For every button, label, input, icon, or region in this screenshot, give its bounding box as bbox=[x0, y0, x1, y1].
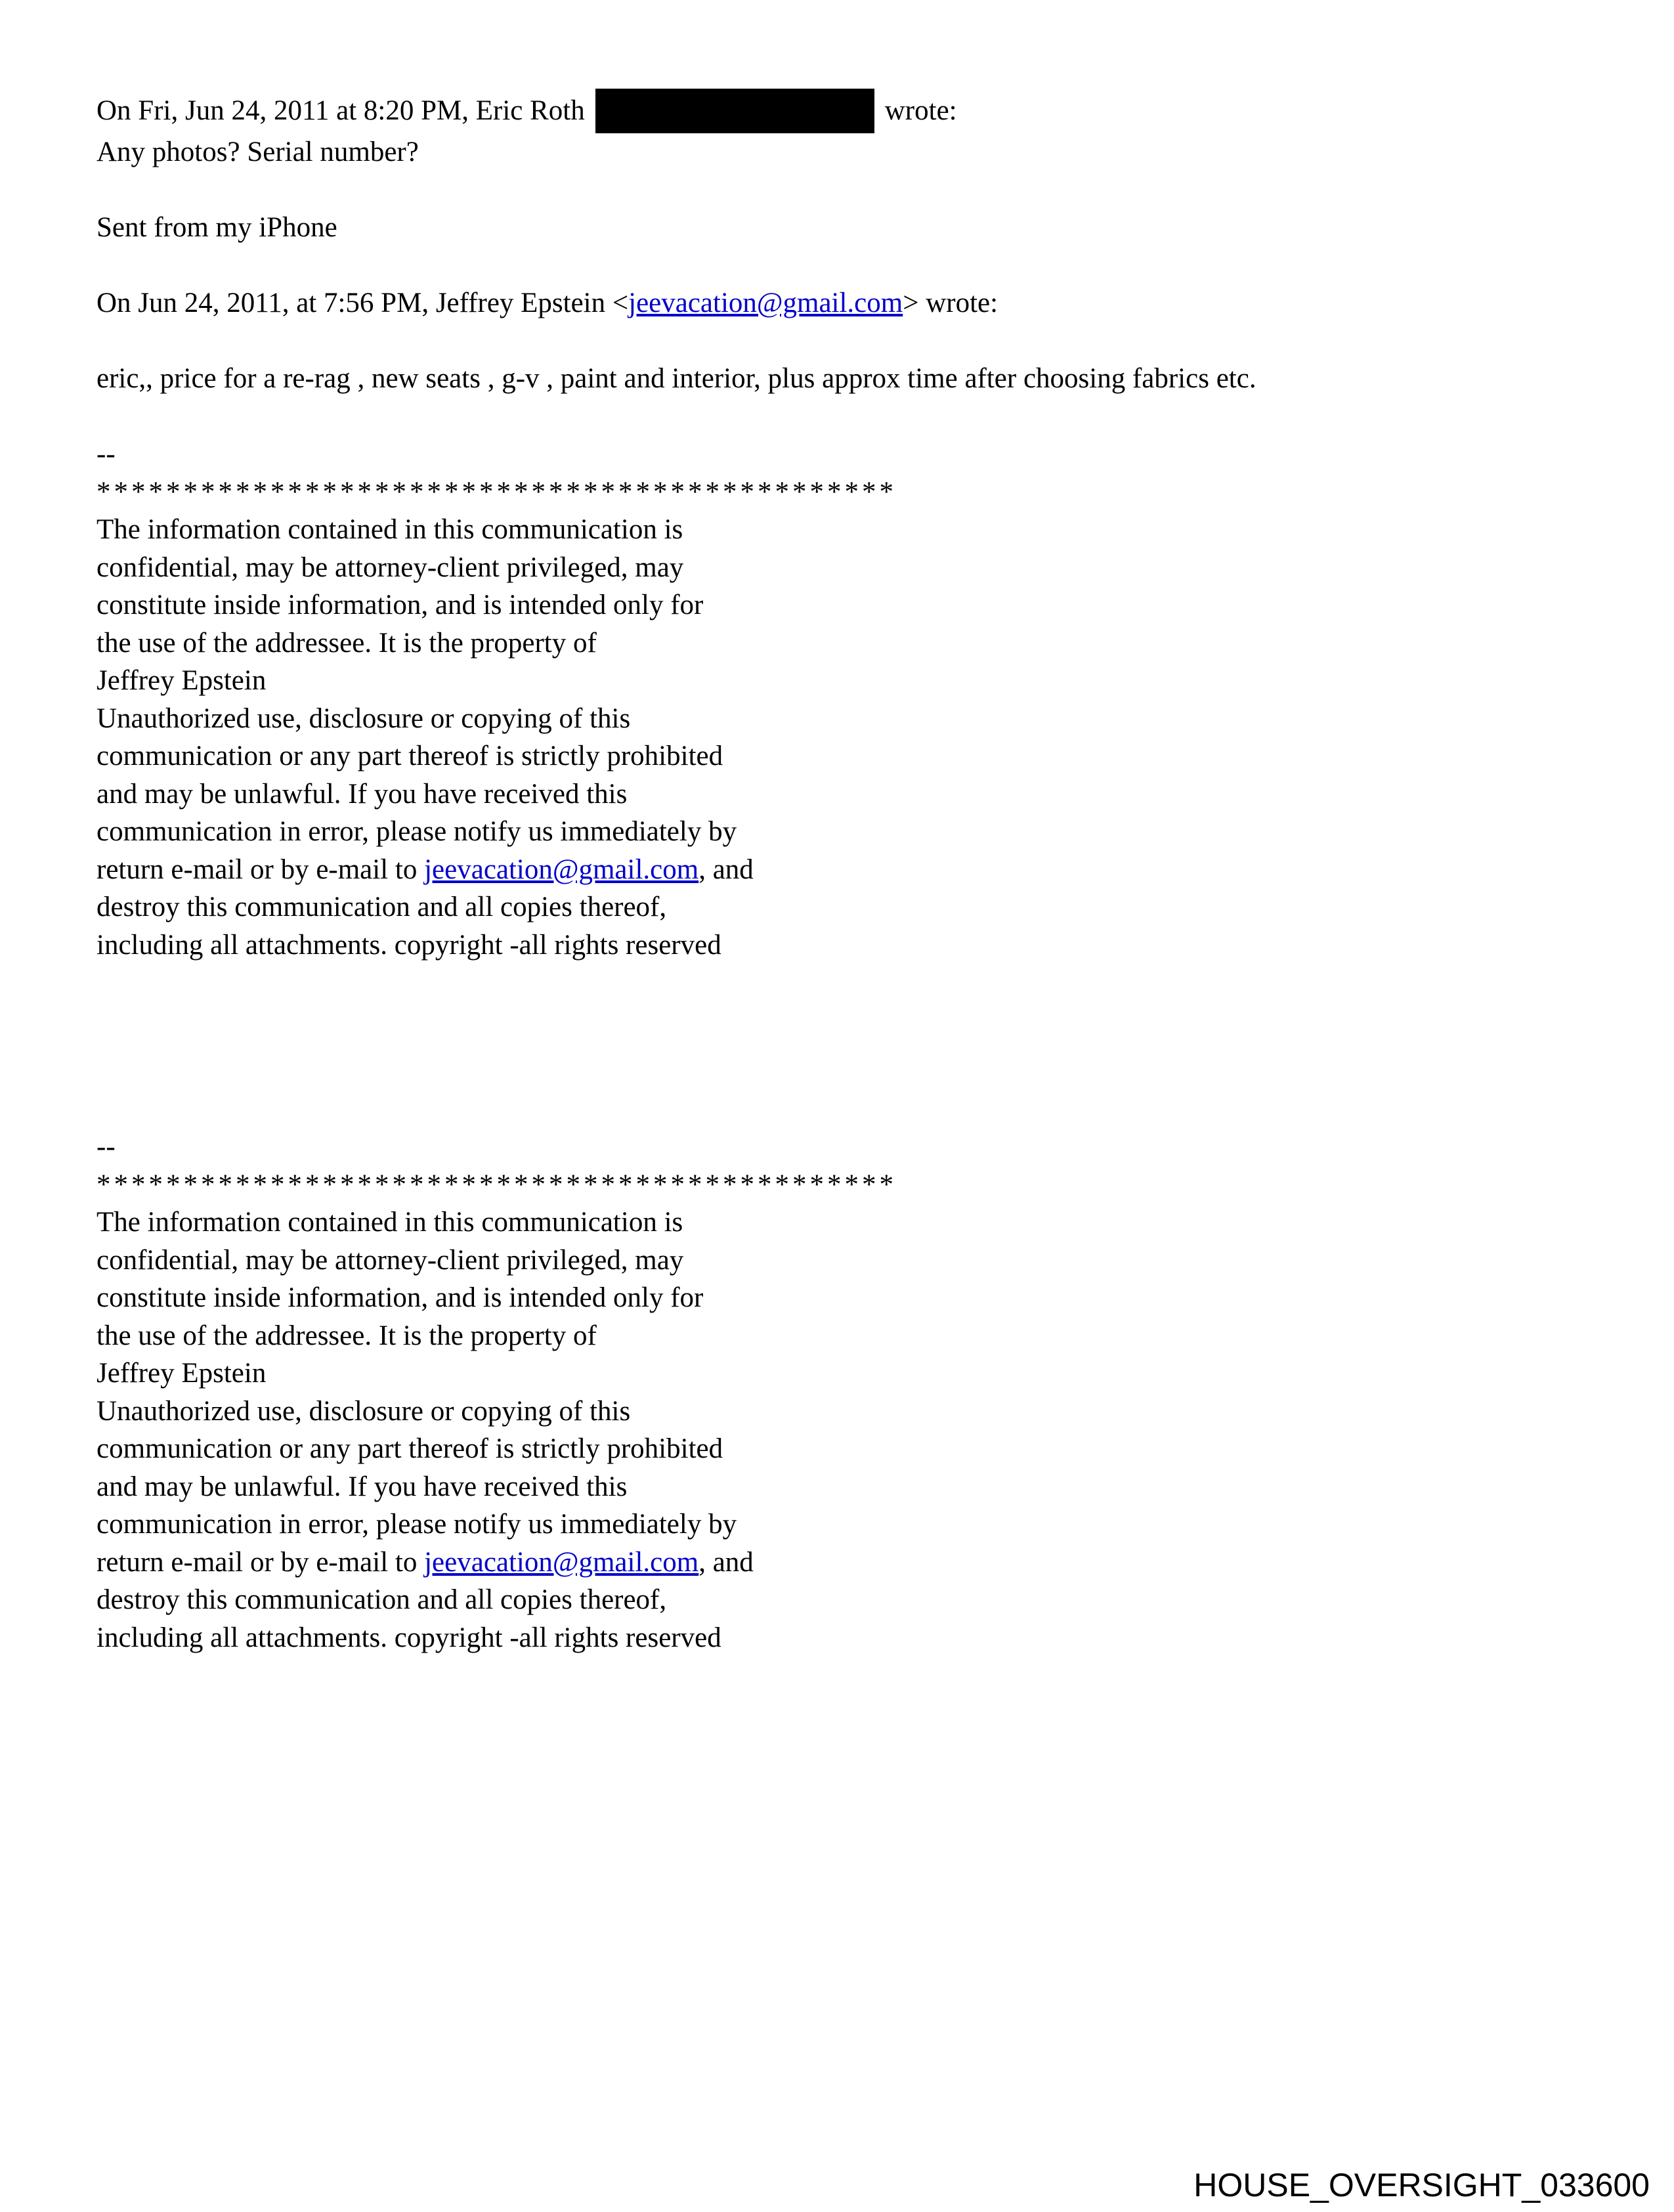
signature-dashes: -- bbox=[97, 1131, 116, 1162]
signature-block-1 bbox=[97, 435, 1606, 964]
disclaimer-line: communication or any part thereof is strictly prohibited bbox=[97, 741, 723, 771]
quote-header-2 bbox=[97, 284, 1606, 322]
email-link[interactable]: jeevacation@gmail.com bbox=[424, 854, 699, 885]
disclaimer-link-prefix: return e-mail or by e-mail to bbox=[97, 854, 425, 885]
disclaimer-link-line bbox=[97, 1544, 1606, 1582]
bates-number: HOUSE_OVERSIGHT_033600 bbox=[1193, 2167, 1650, 2203]
quote-header-1-prefix: On Fri, Jun 24, 2011 at 8:20 PM, Eric Roth bbox=[97, 95, 585, 126]
email-link[interactable]: jeevacation@gmail.com bbox=[424, 1546, 699, 1578]
disclaimer-line: Unauthorized use, disclosure or copying of this bbox=[97, 703, 631, 734]
disclaimer-line: The information contained in this communication is bbox=[97, 514, 683, 545]
question-line: Any photos? Serial number? bbox=[97, 137, 419, 167]
disclaimer-link-prefix: return e-mail or by e-mail to bbox=[97, 1546, 425, 1578]
disclaimer-line: the use of the addressee. It is the property of bbox=[97, 627, 597, 659]
redaction-box bbox=[595, 89, 874, 133]
disclaimer-link-line bbox=[97, 851, 1606, 889]
disclaimer-link-suffix: , and bbox=[698, 1546, 754, 1578]
signature-block-2 bbox=[97, 1128, 1606, 1657]
disclaimer-line: and may be unlawful. If you have received this bbox=[97, 778, 628, 810]
sent-from-line: Sent from my iPhone bbox=[97, 212, 337, 243]
disclaimer-line: confidential, may be attorney-client privileged, may bbox=[97, 552, 684, 583]
disclaimer-link-suffix: , and bbox=[698, 854, 754, 885]
message-body-line: eric,, price for a re-rag , new seats , g-v , paint and interior, plus approx time after choosing fabrics etc. bbox=[97, 363, 1256, 394]
quote-header-1 bbox=[97, 89, 1606, 133]
disclaimer-line: destroy this communication and all copies thereof, bbox=[97, 1584, 667, 1615]
disclaimer-line: including all attachments. copyright -all rights reserved bbox=[97, 1622, 721, 1653]
disclaimer-line: The information contained in this communication is bbox=[97, 1207, 683, 1238]
disclaimer-line: Unauthorized use, disclosure or copying of this bbox=[97, 1395, 631, 1427]
email-link[interactable]: jeevacation@gmail.com bbox=[628, 288, 903, 318]
disclaimer-line: communication in error, please notify us immediately by bbox=[97, 816, 737, 847]
disclaimer-line: confidential, may be attorney-client privileged, may bbox=[97, 1244, 684, 1276]
disclaimer-line: including all attachments. copyright -all rights reserved bbox=[97, 929, 721, 961]
email-body-content bbox=[97, 0, 1606, 1657]
asterisk-divider: ********************************************** bbox=[97, 1169, 897, 1200]
disclaimer-line: Jeffrey Epstein bbox=[97, 1358, 267, 1389]
disclaimer-line: communication in error, please notify us immediately by bbox=[97, 1509, 737, 1540]
disclaimer-line: destroy this communication and all copies thereof, bbox=[97, 892, 667, 922]
signature-dashes: -- bbox=[97, 439, 116, 469]
disclaimer-line: constitute inside information, and is intended only for bbox=[97, 1282, 704, 1313]
asterisk-divider: ********************************************** bbox=[97, 476, 897, 508]
quote-header-2-suffix: > wrote: bbox=[903, 288, 998, 318]
disclaimer-line: and may be unlawful. If you have received this bbox=[97, 1471, 628, 1502]
disclaimer-line: communication or any part thereof is strictly prohibited bbox=[97, 1433, 723, 1464]
disclaimer-line: constitute inside information, and is intended only for bbox=[97, 590, 704, 620]
quote-header-1-suffix: wrote: bbox=[884, 95, 957, 126]
disclaimer-line: the use of the addressee. It is the property of bbox=[97, 1320, 597, 1351]
disclaimer-line: Jeffrey Epstein bbox=[97, 665, 267, 696]
quote-header-2-prefix: On Jun 24, 2011, at 7:56 PM, Jeffrey Epstein < bbox=[97, 288, 629, 318]
